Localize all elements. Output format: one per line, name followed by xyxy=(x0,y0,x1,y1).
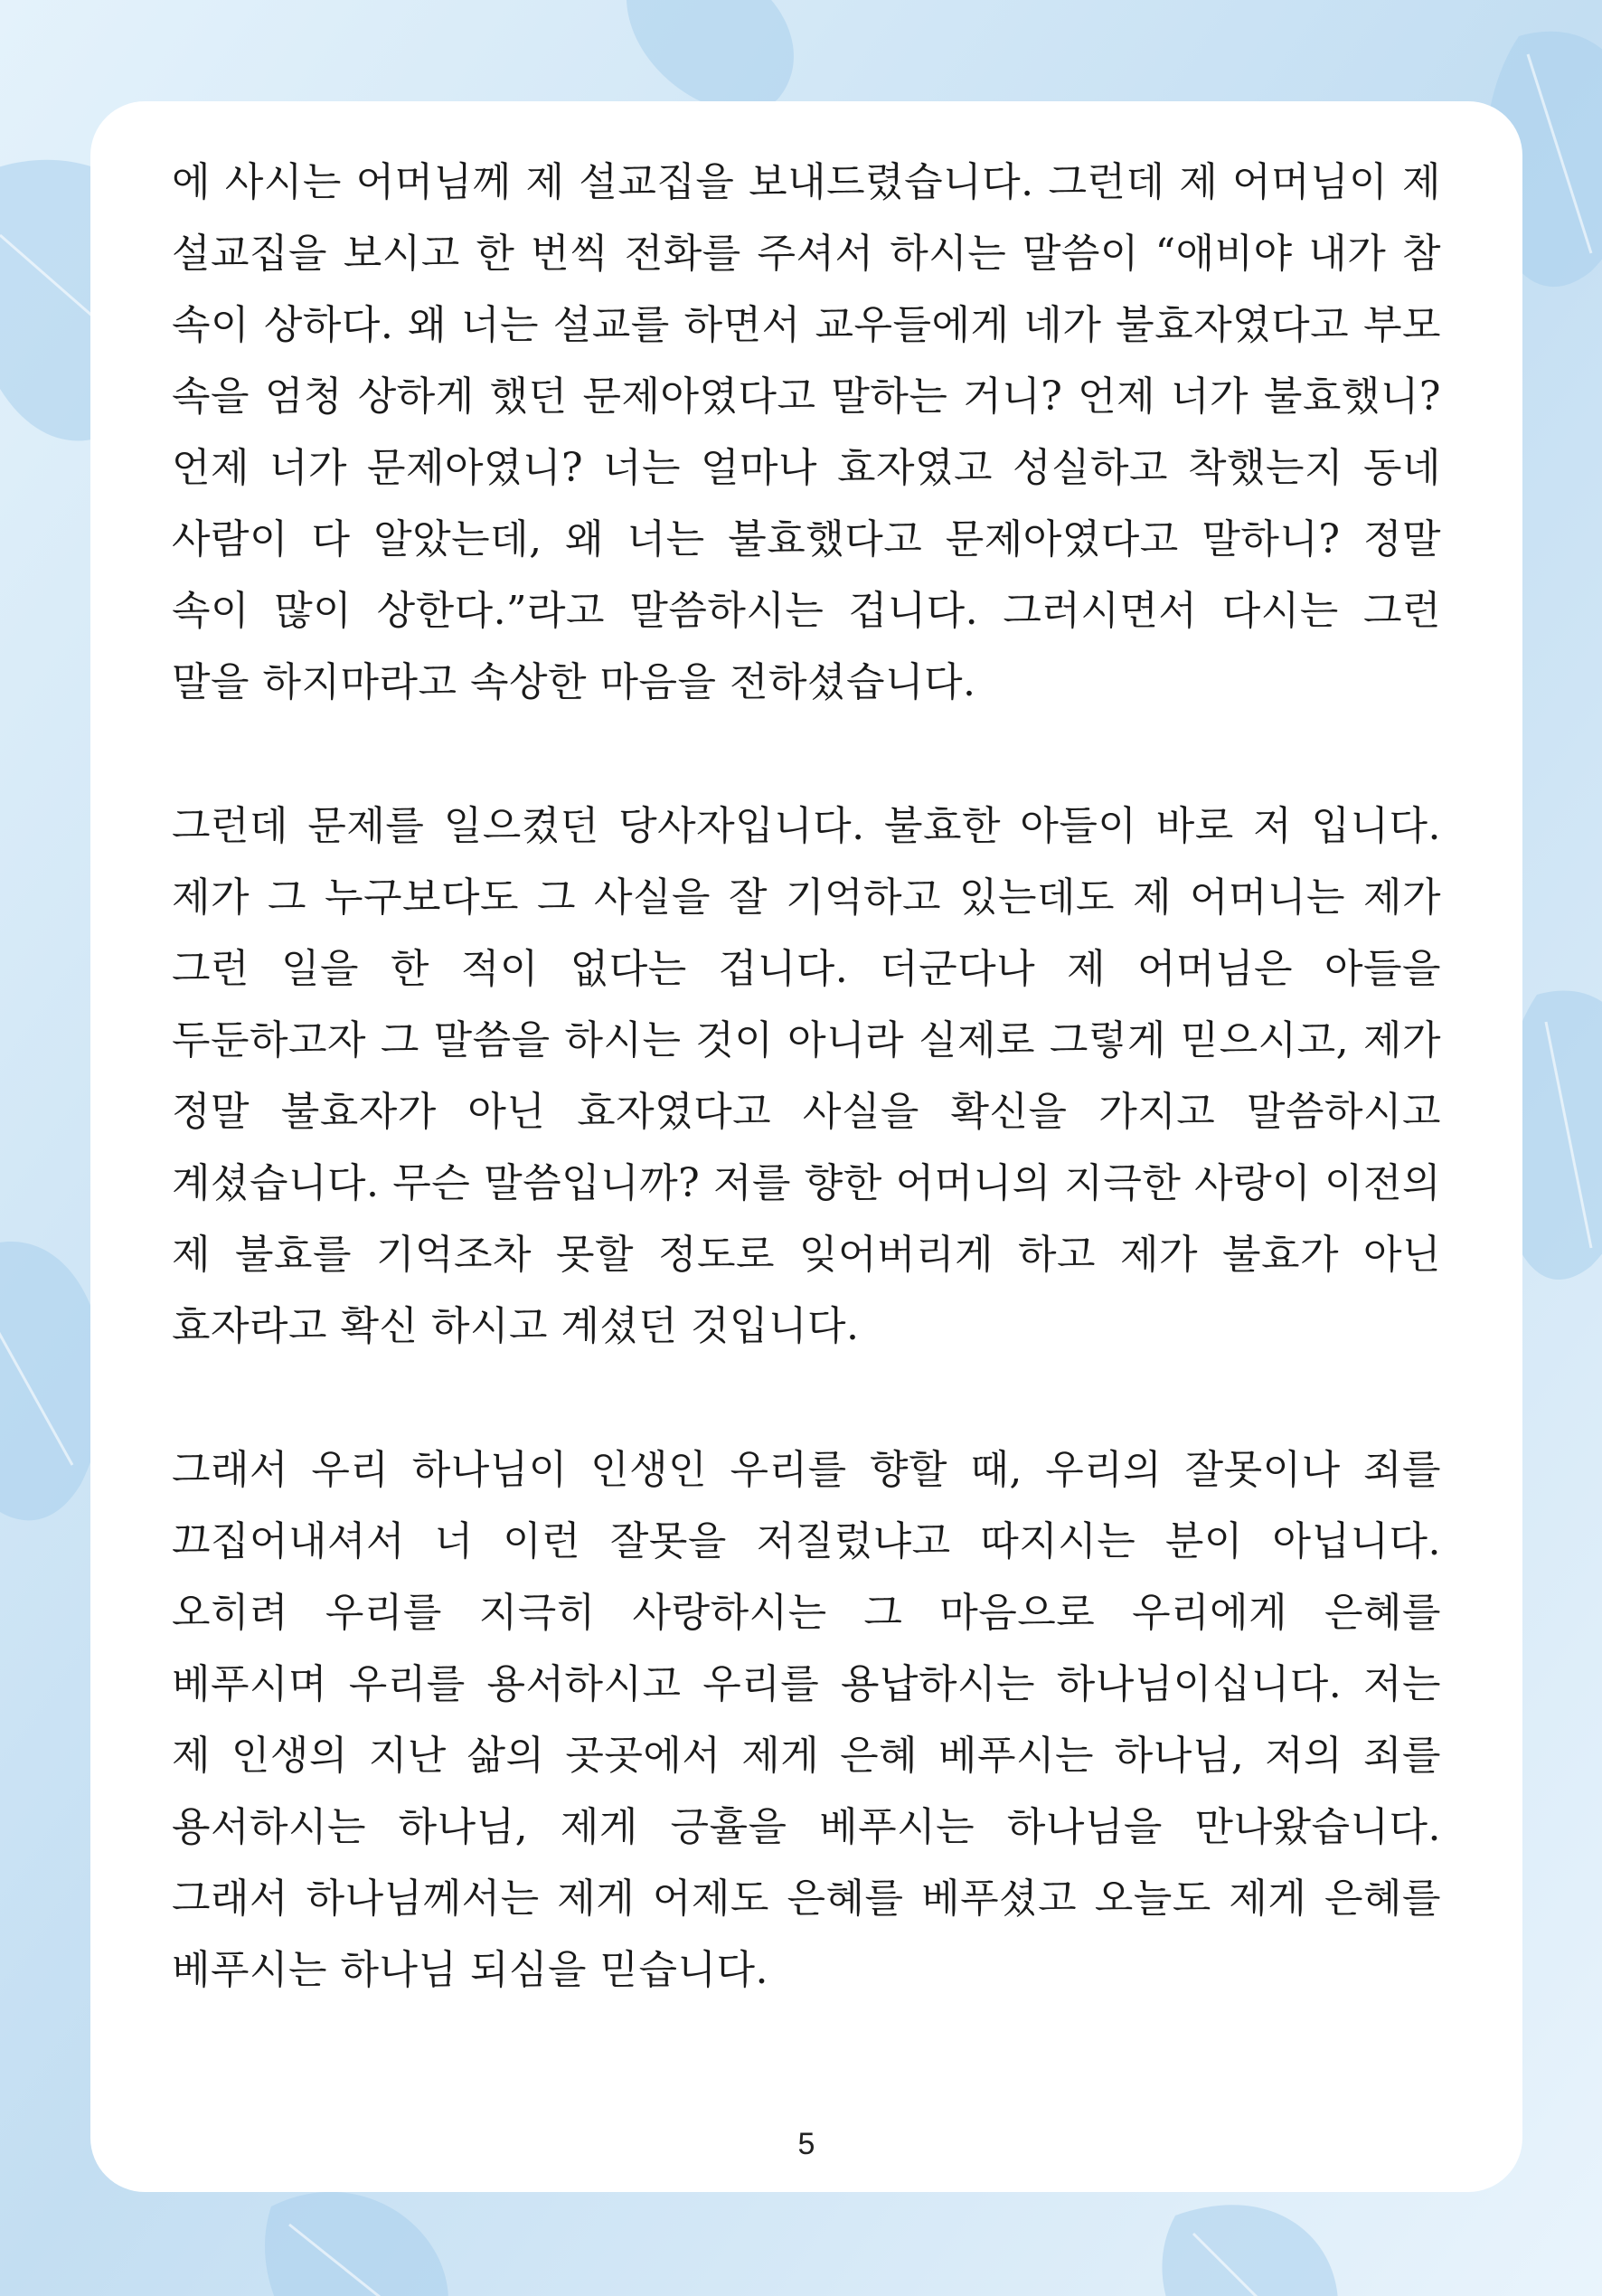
page-card xyxy=(90,101,1522,2192)
paragraph-1: 에 사시는 어머님께 제 설교집을 보내드렸습니다. 그런데 제 어머님이 제 설교집을 보시고 한 번씩 전화를 주셔서 하시는 말씀이 “애비야 내가 참 속이 상하다. 왜 너는 설교를 하면서 교우들에게 네가 불효자였다고 부모 속을 엄청 상하게 했던 문제아였다고 말하는 거니? 언제 너가 불효했니? 언제 너가 문제아였니? 너는 얼마나 효자였고 성실하고 착했는지 동네 사람이 다 알았는데, 왜 너는 불효했다고 문제아였다고 말하니? 정말 속이 많이 상한다.”라고 말씀하시는 겁니다. 그러시면서 다시는 그런 말을 하지마라고 속상한 마음을 전하셨습니다. xyxy=(172,159,1441,705)
document-body xyxy=(172,146,1441,2078)
page-number: 5 xyxy=(797,2127,815,2161)
paragraph-2: 그런데 문제를 일으켰던 당사자입니다. 불효한 아들이 바로 저 입니다. 제가 그 누구보다도 그 사실을 잘 기억하고 있는데도 제 어머니는 제가 그런 일을 한 적이 없다는 겁니다. 더군다나 제 어머님은 아들을 두둔하고자 그 말씀을 하시는 것이 아니라 실제로 그렇게 믿으시고, 제가 정말 불효자가 아닌 효자였다고 사실을 확신을 가지고 말씀하시고 계셨습니다. 무슨 말씀입니까? 저를 향한 어머니의 지극한 사랑이 이전의 제 불효를 기억조차 못할 정도로 잊어버리게 하고 제가 불효가 아닌 효자라고 확신 하시고 계셨던 것입니다. xyxy=(172,803,1441,1349)
paragraph-3: 그래서 우리 하나님이 인생인 우리를 향할 때, 우리의 잘못이나 죄를 끄집어내셔서 너 이런 잘못을 저질렀냐고 따지시는 분이 아닙니다. 오히려 우리를 지극히 사랑하시는 그 마음으로 우리에게 은혜를 베푸시며 우리를 용서하시고 우리를 용납하시는 하나님이십니다. 저는 제 인생의 지난 삶의 곳곳에서 제게 은혜 베푸시는 하나님, 저의 죄를 용서하시는 하나님, 제게 긍휼을 베푸시는 하나님을 만나왔습니다. 그래서 하나님께서는 제게 어제도 은혜를 베푸셨고 오늘도 제게 은혜를 베푸시는 하나님 되심을 믿습니다. xyxy=(172,1447,1441,1993)
